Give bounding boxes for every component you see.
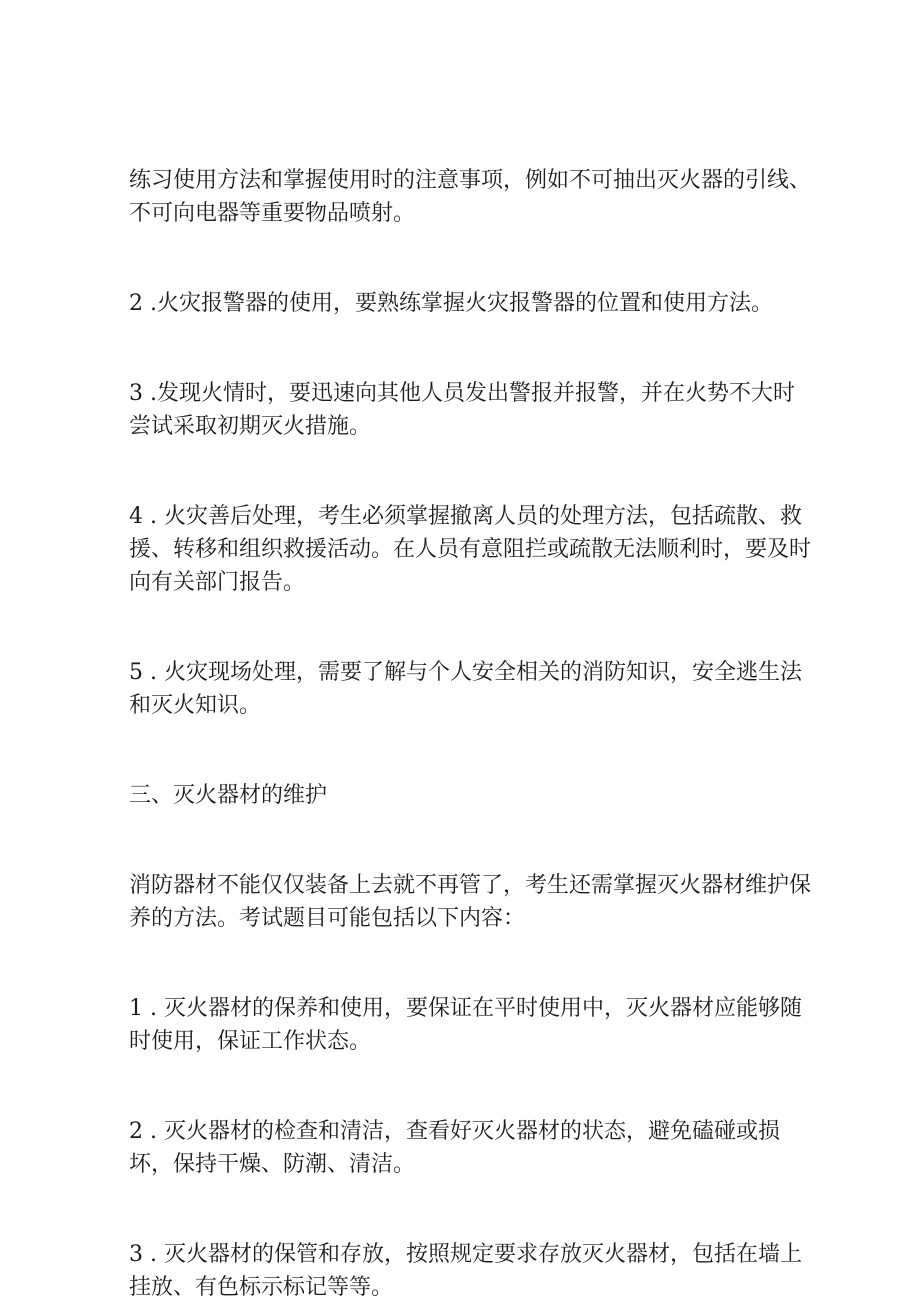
text-line: 挂放、有色标示标记等等。 <box>129 1275 394 1300</box>
paragraph-maintenance-use <box>129 992 809 1058</box>
text-line: 援、转移和组织救援活动。在人员有意阻拦或疏散无法顺利时，要及时 <box>129 537 812 562</box>
text-line: 坏，保持干燥、防潮、清洁。 <box>129 1152 416 1177</box>
text-line: 尝试采取初期灭火措施。 <box>129 414 372 439</box>
text-line: 2 . 灭火器材的检查和清洁，查看好灭火器材的状态，避免磕碰或损 <box>129 1119 780 1144</box>
paragraph-scene-handling <box>129 656 809 722</box>
text-line: 5 . 火灾现场处理，需要了解与个人安全相关的消防知识，安全逃生法 <box>129 660 802 685</box>
paragraph-storage <box>129 1238 809 1304</box>
text-line: 不可向电器等重要物品喷射。 <box>129 201 416 226</box>
text-line: 向有关部门报告。 <box>129 570 306 595</box>
paragraph-maintenance-intro <box>129 869 812 935</box>
paragraph-aftermath <box>129 500 812 599</box>
text-line: 和灭火知识。 <box>129 693 262 718</box>
text-line: 时使用，保证工作状态。 <box>129 1029 372 1054</box>
document-body <box>129 164 812 1304</box>
section-heading <box>129 779 809 812</box>
paragraph-alarm-usage <box>129 287 809 320</box>
text-line: 3 .发现火情时，要迅速向其他人员发出警报并报警，并在火势不大时 <box>129 381 795 406</box>
text-line: 练习使用方法和掌握使用时的注意事项，例如不可抽出灭火器的引线、 <box>129 168 812 193</box>
text-line: 三、灭火器材的维护 <box>129 783 328 808</box>
text-line: 1 . 灭火器材的保养和使用，要保证在平时使用中，灭火器材应能够随 <box>129 996 802 1021</box>
text-line: 消防器材不能仅仅装备上去就不再管了，考生还需掌握灭火器材维护保 <box>129 873 812 898</box>
text-line: 2 .火灾报警器的使用，要熟练掌握火灾报警器的位置和使用方法。 <box>129 291 773 316</box>
paragraph-inspection-cleaning <box>129 1115 809 1181</box>
text-line: 养的方法。考试题目可能包括以下内容： <box>129 906 526 931</box>
paragraph-fire-discovery <box>129 377 809 443</box>
text-line: 3 . 灭火器材的保管和存放，按照规定要求存放灭火器材，包括在墙上 <box>129 1242 802 1267</box>
paragraph-extinguisher-practice <box>129 164 812 230</box>
text-line: 4 . 火灾善后处理，考生必须掌握撤离人员的处理方法，包括疏散、救 <box>129 504 802 529</box>
